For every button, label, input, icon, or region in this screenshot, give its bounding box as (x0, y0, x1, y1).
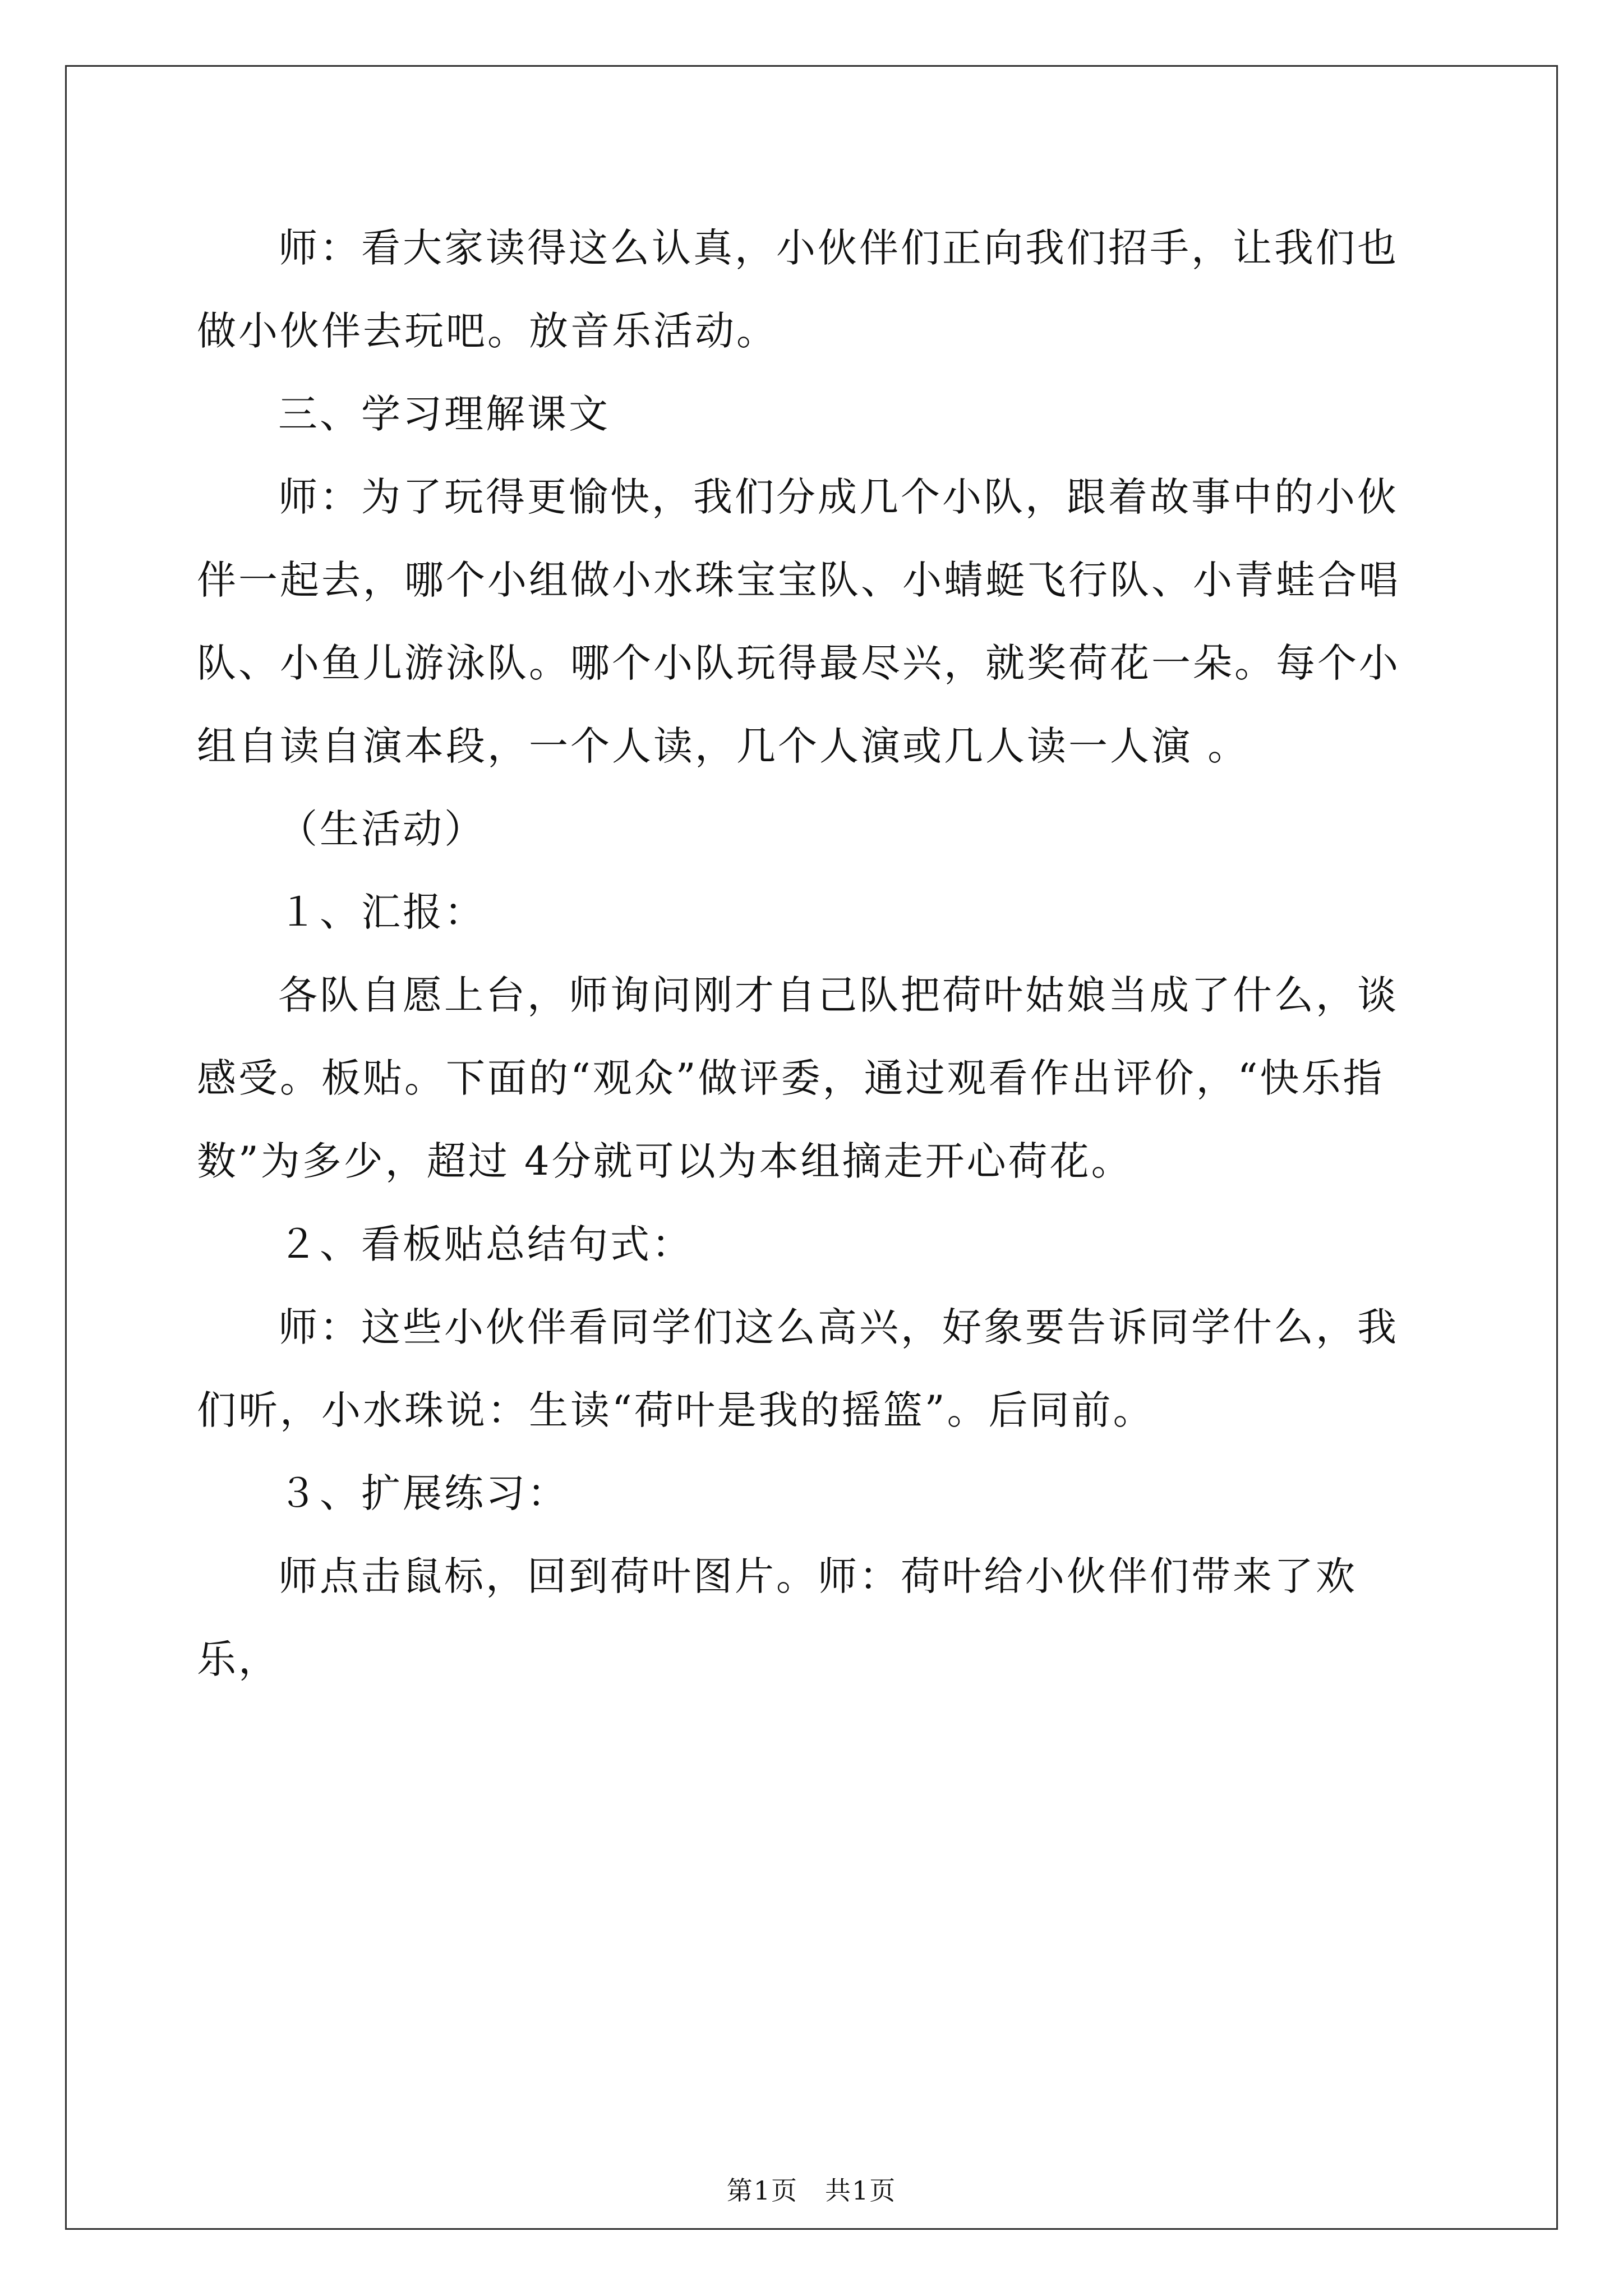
paragraph: 师：看大家读得这么认真，小伙伴们正向我们招手，让我们也做小伙伴去玩吧。放音乐活动。 (197, 225, 1399, 354)
paragraph: 师：为了玩得更愉快，我们分成几个小队，跟着故事中的小伙伴一起去，哪个小组做小水珠宝宝队、小蜻蜓飞行队、小青蛙合唱队、小鱼儿游泳队。哪个小队玩得最尽兴，就奖荷花一朵。每个小组自读自演本段，一个人读，几个人演或几人读一人演 。 (197, 474, 1400, 769)
list-heading: ３、扩展练习： (278, 1470, 569, 1516)
paragraph: 师：这些小伙伴看同学们这么高兴，好象要告诉同学什么，我们听，小水珠说：生读“荷叶是我的摇篮”。后同前。 (197, 1304, 1399, 1433)
paragraph: 师点击鼠标，回到荷叶图片。师：荷叶给小伙伴们带来了欢乐， (197, 1553, 1357, 1682)
list-heading: ２、看板贴总结句式： (278, 1221, 693, 1267)
document-body (197, 206, 1433, 1701)
paragraph: 各队自愿上台，师询问刚才自己队把荷叶姑娘当成了什么，谈感受。板贴。下面的“观众”做评委，通过观看作出评价，“快乐指数”为多少，超过 4分就可以为本组摘走开心荷花。 (197, 972, 1399, 1184)
paragraph: （生活动） (278, 806, 486, 852)
section-heading: 三、学习理解课文 (278, 391, 610, 437)
list-heading: １、汇报： (278, 889, 486, 935)
page-footer: 第1页 共1页 (726, 2175, 897, 2206)
